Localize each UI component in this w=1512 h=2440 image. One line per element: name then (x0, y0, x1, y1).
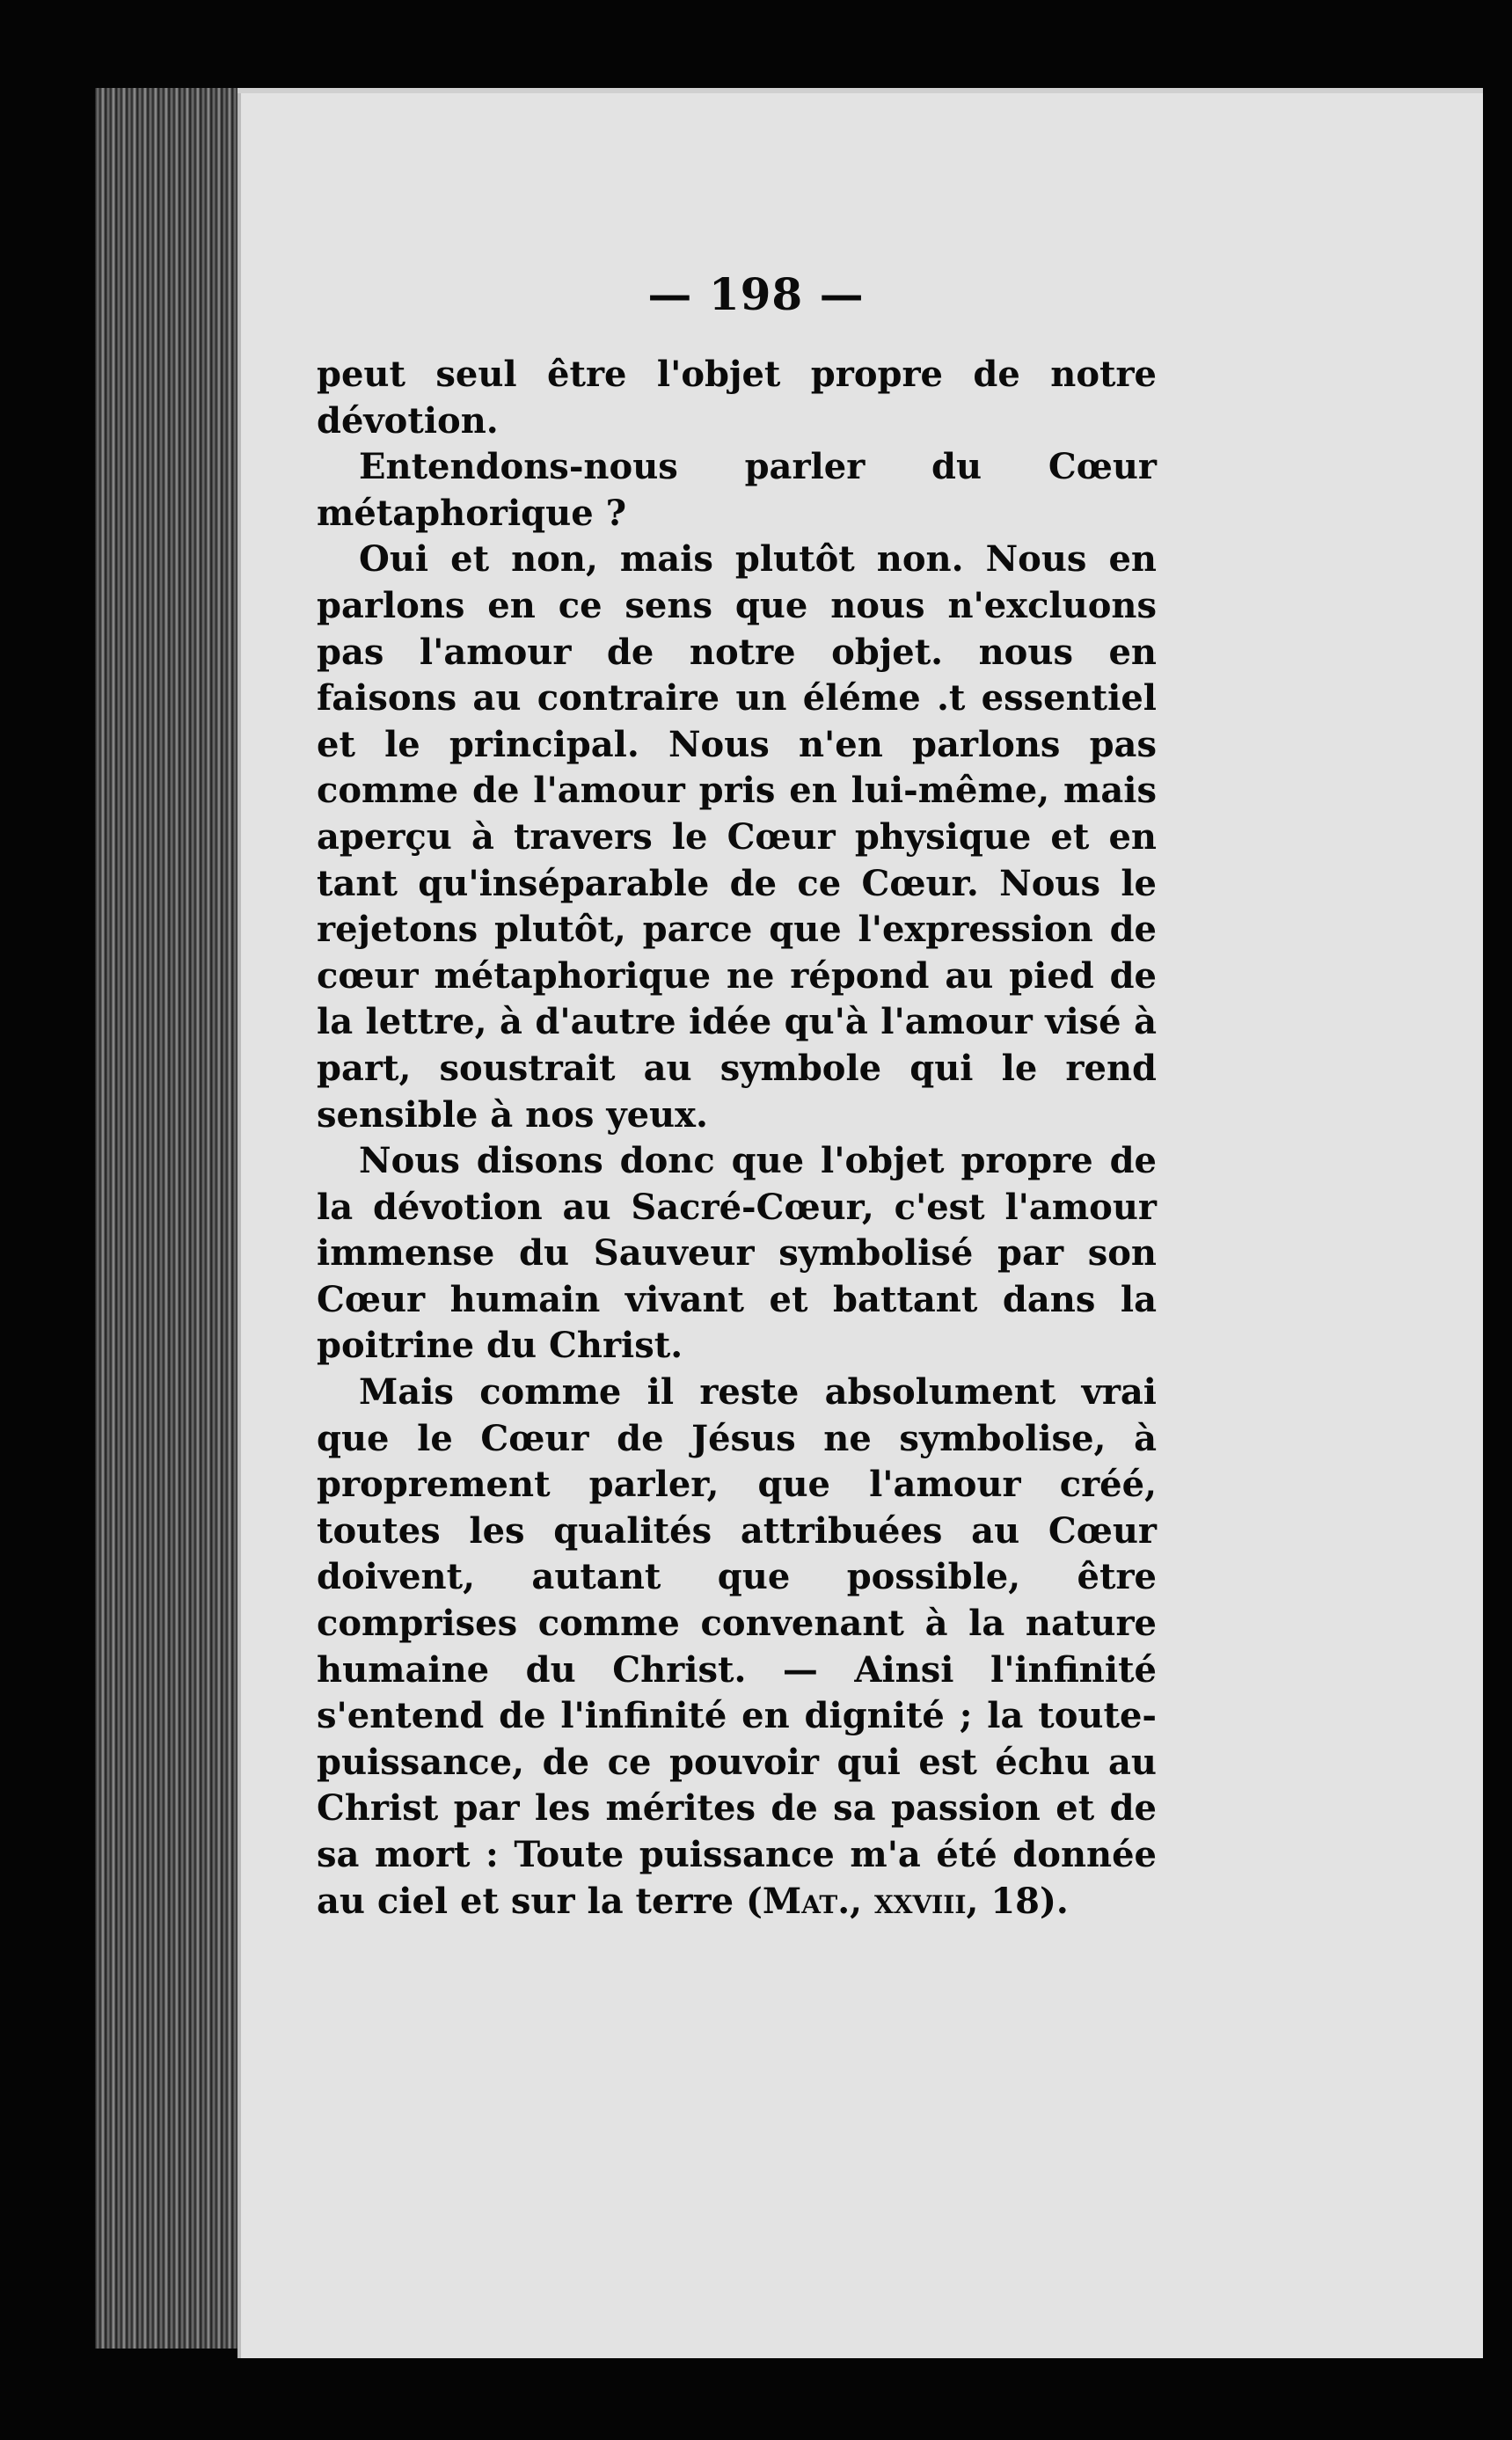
paragraph-3: Oui et non, mais plutôt non. Nous en parlons en ce sens que nous n'excluons pas l'amour de notre objet. nous en faisons au contraire un éléme .t essentiel et le principal. Nous n'en parlons pas comme de l'amour pris en lui-même, mais aperçu à travers le Cœur physique et en tant qu'inséparable de ce Cœur. Nous le rejetons plutôt, parce que l'expression de cœur métaphorique ne répond au pied de la lettre, à d'autre idée qu'à l'amour visé à part, soustrait au symbole qui le rend sensible à nos yeux. (317, 538, 1157, 1136)
paragraph-1: peut seul être l'objet propre de notre dévotion. (317, 354, 1157, 442)
page-number: — 198 — (647, 268, 865, 320)
paragraph-5-text: Mais comme il reste absolument vrai que le Cœur de Jésus ne symbolise, à proprement parler, que l'amour créé, toutes les qualités attribuées au Cœur doivent, autant que possible, être comprises comme convenant à la nature humaine du Christ. — Ainsi l'infinité s'entend de l'infinité en dignité ; la toute-puissance, de ce pouvoir qui est échu au Christ par les mérites de sa passion et de sa mort : Toute puissance m'a été donnée au ciel et sur la terre ( (317, 1371, 1157, 1922)
paragraph-5 (317, 1370, 1157, 1925)
page-body-text (317, 352, 1157, 1925)
paragraph-4: Nous disons donc que l'objet propre de la dévotion au Sacré-Cœur, c'est l'amour immense du Sauveur symbolisé par son Cœur humain vivant et battant dans la poitrine du Christ. (317, 1140, 1157, 1367)
bible-citation: Mat., xxviii (762, 1880, 967, 1922)
paragraph-2: Entendons-nous parler du Cœur métaphorique ? (317, 446, 1157, 534)
paragraph-5-tail: , 18). (966, 1880, 1069, 1922)
